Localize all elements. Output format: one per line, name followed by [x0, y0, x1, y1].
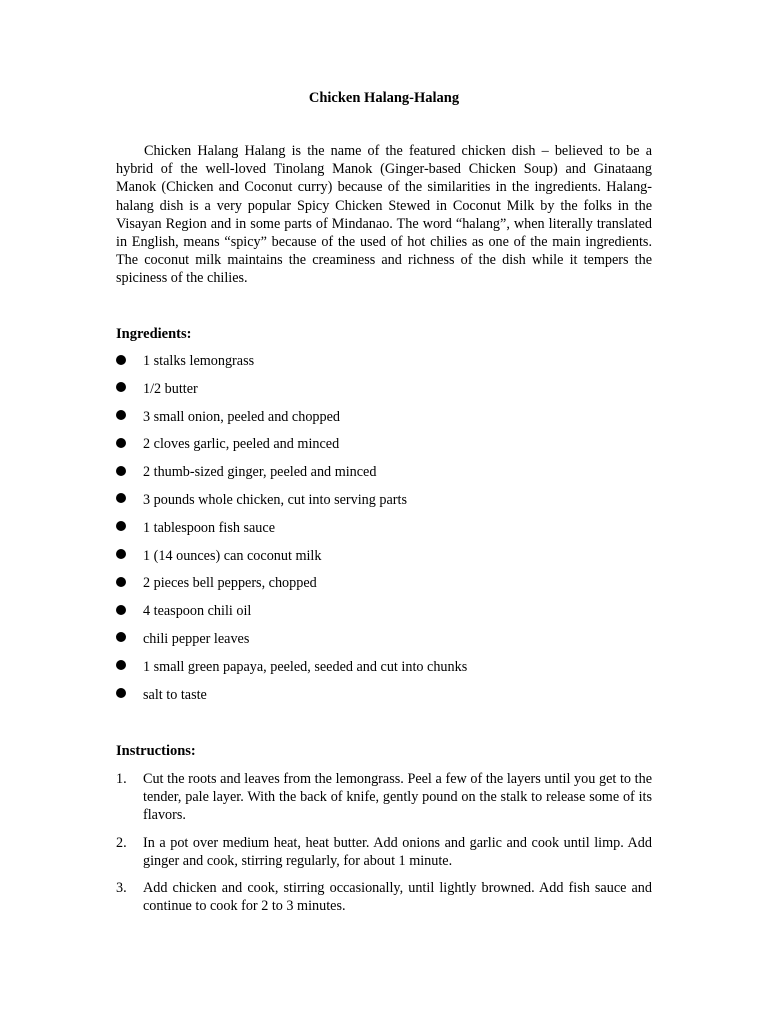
- ingredient-item: [116, 602, 656, 630]
- bullet-icon: [116, 549, 126, 559]
- page-title: Chicken Halang-Halang: [308, 90, 460, 106]
- bullet-icon: [116, 660, 126, 670]
- instruction-item: [116, 879, 652, 915]
- bullet-icon: [116, 355, 126, 365]
- ingredient-item: [116, 408, 656, 436]
- ingredient-item: [116, 658, 656, 686]
- ingredient-text: 2 pieces bell peppers, chopped: [143, 575, 317, 592]
- ingredient-item: [116, 547, 656, 575]
- bullet-icon: [116, 577, 126, 587]
- instruction-text: Add chicken and cook, stirring occasionally, until lightly browned. Add fish sauce and continue to cook for 2 to 3 minutes.: [143, 880, 652, 915]
- ingredient-text: 1/2 butter: [143, 380, 198, 397]
- ingredient-text: 1 stalks lemongrass: [143, 353, 255, 369]
- ingredient-text: 3 pounds whole chicken, cut into serving parts: [143, 491, 407, 508]
- instructions-heading: Instructions:: [116, 743, 196, 759]
- ingredient-item: [116, 463, 656, 491]
- instruction-item: [116, 834, 652, 870]
- instruction-number: 3.: [116, 880, 127, 897]
- bullet-icon: [116, 438, 126, 448]
- instruction-number: 2.: [116, 834, 127, 851]
- bullet-icon: [116, 466, 126, 476]
- ingredient-text: 1 tablespoon fish sauce: [143, 519, 275, 536]
- instruction-text: In a pot over medium heat, heat butter. Add onions and garlic and cook until limp. Add ginger and cook, stirring regularly, for about 1 minute.: [143, 834, 652, 869]
- bullet-icon: [116, 605, 126, 615]
- instruction-number: 1.: [116, 771, 127, 787]
- intro-paragraph: Chicken Halang Halang is the name of the featured chicken dish – believed to be a hybrid of the well-loved Tinolang Manok (Ginger-based Chicken Soup) and Ginataang Manok (Chicken and Coconut curry) because of the similarities in the ingredients. Halang-halang dish is a very popular Spicy Chicken Stewed in Coconut Milk by the folks in the Visayan Region and in some parts of Mindanao. The word “halang”, when literally translated in English, means “spicy” because of the used of hot chilies as one of the main ingredients. The coconut milk maintains the creaminess and richness of the dish while it tempers the spiciness of the chilies.: [116, 143, 652, 287]
- ingredient-text: chili pepper leaves: [143, 630, 250, 647]
- ingredient-item: [116, 686, 656, 714]
- ingredient-item: [116, 352, 656, 380]
- ingredient-item: [116, 630, 656, 658]
- ingredient-item: [116, 519, 656, 547]
- instruction-item: [116, 770, 652, 825]
- instruction-list: [116, 770, 652, 924]
- instruction-text: Cut the roots and leaves from the lemongrass. Peel a few of the layers until you get to the tender, pale layer. With the back of knife, gently pound on the stalk to release some of its flavors.: [143, 771, 652, 824]
- ingredient-item: [116, 574, 656, 602]
- ingredient-text: 3 small onion, peeled and chopped: [143, 408, 340, 425]
- ingredient-list: [116, 352, 656, 713]
- ingredient-text: 2 cloves garlic, peeled and minced: [143, 436, 340, 453]
- bullet-icon: [116, 493, 126, 503]
- ingredient-text: 2 thumb-sized ginger, peeled and minced: [143, 464, 377, 481]
- ingredients-heading: Ingredients:: [116, 326, 192, 342]
- ingredient-item: [116, 435, 656, 463]
- ingredient-text: 4 teaspoon chili oil: [143, 603, 252, 620]
- bullet-icon: [116, 632, 126, 642]
- ingredient-item: [116, 491, 656, 519]
- bullet-icon: [116, 382, 126, 392]
- ingredient-text: 1 (14 ounces) can coconut milk: [143, 547, 322, 564]
- ingredient-text: salt to taste: [143, 686, 207, 703]
- bullet-icon: [116, 688, 126, 698]
- bullet-icon: [116, 410, 126, 420]
- ingredient-item: [116, 380, 656, 408]
- ingredient-text: 1 small green papaya, peeled, seeded and cut into chunks: [143, 658, 468, 675]
- bullet-icon: [116, 521, 126, 531]
